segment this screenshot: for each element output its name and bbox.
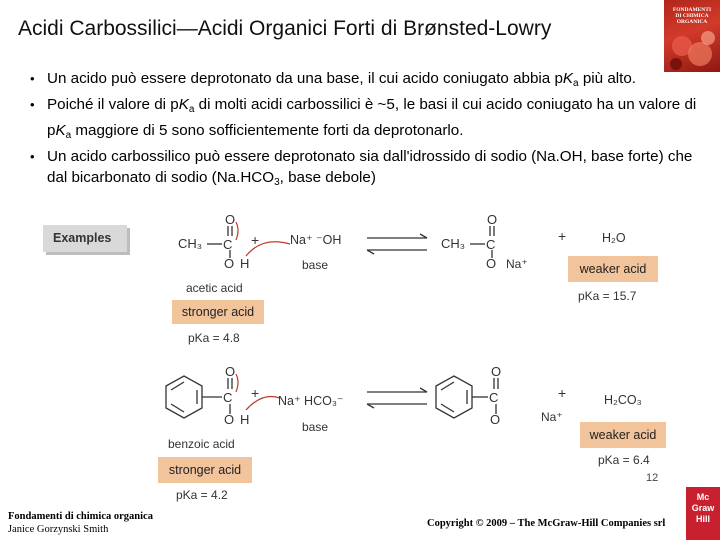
book-cover-image [664, 0, 720, 72]
examples-label: Examples [43, 225, 127, 252]
svg-text:O: O [491, 364, 502, 379]
svg-text:H: H [240, 256, 250, 271]
reaction2-na: Na⁺ [541, 410, 563, 424]
reaction2-plus: + [251, 385, 260, 401]
reaction1-plus2: + [558, 228, 567, 244]
reactant1-ch3: CH₃ [178, 236, 203, 251]
svg-text:C: C [223, 237, 233, 252]
reaction2-base-label: base [302, 420, 329, 434]
page-number: 12 [646, 472, 659, 484]
reaction1-water: H₂O [602, 231, 626, 245]
reaction1-base-reagent: Na⁺ ⁻OH [290, 233, 342, 247]
footer-copyright: Copyright © 2009 – The McGraw-Hill Companies srl [427, 518, 666, 529]
reaction2-acid-name: benzoic acid [168, 437, 235, 451]
svg-text:C: C [489, 390, 499, 405]
bullet-item: • Poiché il valore di $pK_a$ di molti acidi carbossilici è ~5, le basi il cui acido coniugato ha un valore di $pK_a$ maggiore di 5 sono sofficientemente forti da deprotonarlo. [30, 94, 698, 146]
reaction2-plus2: + [558, 385, 567, 401]
svg-text:C: C [486, 237, 496, 252]
svg-text:H: H [240, 412, 250, 427]
reaction1-plus: + [251, 232, 260, 248]
reaction2-weaker-acid: weaker acid [580, 422, 666, 448]
reaction2-product-pka: pKa = 6.4 [598, 453, 650, 467]
svg-text:O: O [487, 212, 498, 227]
svg-text:O: O [225, 212, 236, 227]
reaction1-na: Na⁺ [506, 257, 528, 271]
bullet-list [30, 68, 698, 193]
product1-ch3: CH₃ [441, 236, 466, 251]
reaction2-stronger-acid: stronger acid [158, 457, 252, 483]
cover-line: ORGANICA [676, 19, 708, 25]
footer-book-title: Fondamenti di chimica organica [8, 511, 153, 522]
reaction2-base-reagent: Na⁺ HCO₃⁻ [278, 394, 344, 408]
cover-line: FONDAMENTI [672, 7, 712, 13]
footer-author: Janice Gorzynski Smith [8, 524, 109, 535]
publisher-logo: Mc Graw Hill [686, 487, 720, 540]
svg-text:O: O [224, 256, 235, 271]
svg-text:O: O [490, 412, 501, 427]
reaction1-weaker-acid: weaker acid [568, 256, 658, 282]
bullet-item: • Un acido carbossilico può essere deprotonato sia dall'idrossido di sodio (Na.OH, base forte) che dal bicarbonato di sodio ($Na.HCO_3$, base debole) [30, 146, 698, 193]
svg-text:O: O [486, 256, 497, 271]
bullet-item: • Un acido può essere deprotonato da una base, il cui acido coniugato abbia $pK_a$ più alto. [30, 68, 698, 94]
reaction1-stronger-acid: stronger acid [172, 300, 264, 324]
slide-title: Acidi Carbossilici—Acidi Organici Forti di Brønsted-Lowry [18, 17, 552, 40]
reaction1-product-pka: pKa = 15.7 [578, 289, 637, 303]
cover-line: DI CHIMICA [675, 13, 709, 19]
svg-text:O: O [225, 364, 236, 379]
reaction1-acid-pka: pKa = 4.8 [188, 331, 240, 345]
reaction2-acid-pka: pKa = 4.2 [176, 488, 228, 502]
svg-text:C: C [223, 390, 233, 405]
reaction1-base-label: base [302, 258, 329, 272]
reaction2-product: H₂CO₃ [604, 393, 642, 407]
reaction1-acid-name: acetic acid [186, 281, 243, 295]
footer-book-info [8, 510, 153, 536]
svg-text:O: O [224, 412, 235, 427]
